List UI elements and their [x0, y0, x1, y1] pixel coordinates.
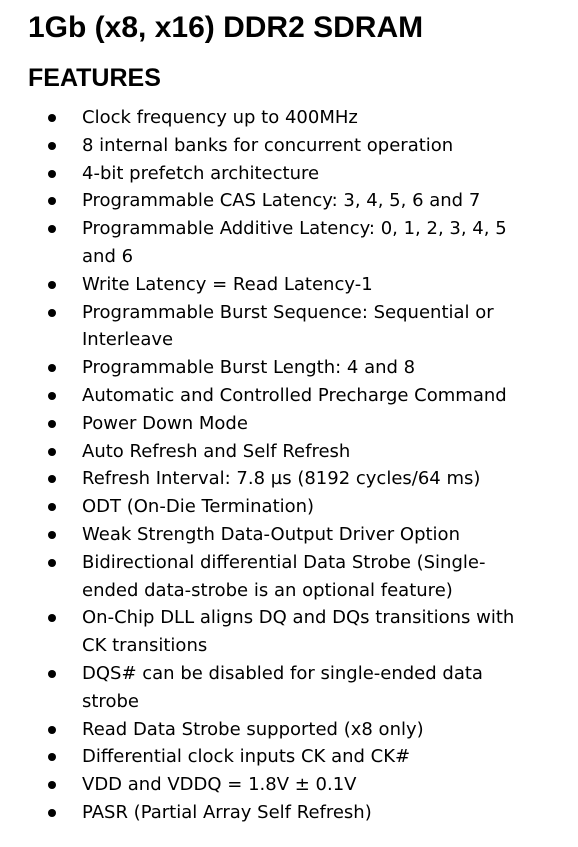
features-heading: FEATURES	[28, 64, 161, 92]
feature-text: 4-bit prefetch architecture	[82, 162, 320, 184]
bullet-icon	[48, 225, 56, 233]
feature-item	[0, 549, 578, 605]
feature-item	[0, 493, 578, 521]
feature-text: DQS# can be disabled for single-ended data strobe	[82, 662, 483, 712]
feature-text: Refresh Interval: 7.8 µs (8192 cycles/64 ms)	[82, 468, 481, 490]
feature-text: Programmable CAS Latency: 3, 4, 5, 6 and 7	[82, 190, 481, 212]
bullet-icon	[48, 114, 56, 122]
feature-text: Programmable Burst Sequence: Sequential or Interleave	[82, 301, 494, 351]
bullet-icon	[48, 503, 56, 511]
feature-text: Auto Refresh and Self Refresh	[82, 440, 351, 462]
feature-item	[0, 271, 578, 299]
bullet-icon	[48, 170, 56, 178]
feature-text: Programmable Burst Length: 4 and 8	[82, 357, 416, 379]
feature-text: Automatic and Controlled Precharge Command	[82, 384, 507, 406]
feature-item	[0, 132, 578, 160]
bullet-icon	[48, 197, 56, 205]
bullet-icon	[48, 809, 56, 817]
bullet-icon	[48, 448, 56, 456]
feature-text: Clock frequency up to 400MHz	[82, 107, 358, 128]
feature-text: On-Chip DLL aligns DQ and DQs transitions with CK transitions	[82, 607, 515, 657]
bullet-icon	[48, 559, 56, 567]
feature-item	[0, 521, 578, 549]
feature-item	[0, 660, 578, 716]
feature-text: PASR (Partial Array Self Refresh)	[82, 801, 372, 823]
feature-item	[0, 215, 578, 271]
bullet-icon	[48, 281, 56, 289]
bullet-icon	[48, 364, 56, 372]
bullet-icon	[48, 670, 56, 678]
document-title: 1Gb (x8, x16) DDR2 SDRAM	[28, 11, 424, 44]
bullet-icon	[48, 142, 56, 150]
feature-item	[0, 438, 578, 466]
feature-text: Write Latency = Read Latency-1	[82, 273, 373, 295]
bullet-icon	[48, 753, 56, 761]
bullet-icon	[48, 392, 56, 400]
feature-text: Programmable Additive Latency: 0, 1, 2, 3, 4, 5 and 6	[82, 218, 507, 267]
bullet-icon	[48, 531, 56, 539]
feature-item	[0, 799, 578, 827]
bullet-icon	[48, 309, 56, 317]
feature-item	[0, 382, 578, 410]
feature-text: Weak Strength Data-Output Driver Option	[82, 523, 460, 545]
feature-text: Read Data Strobe supported (x8 only)	[82, 718, 424, 740]
feature-item	[0, 410, 578, 438]
bullet-icon	[48, 726, 56, 734]
feature-text: Power Down Mode	[82, 412, 248, 434]
bullet-icon	[48, 420, 56, 428]
feature-item	[0, 104, 578, 132]
feature-item	[0, 160, 578, 188]
feature-text: ODT (On-Die Termination)	[82, 496, 315, 518]
bullet-icon	[48, 475, 56, 483]
feature-item	[0, 771, 578, 799]
feature-text: VDD and VDDQ = 1.8V ± 0.1V	[82, 774, 357, 796]
bullet-icon	[48, 781, 56, 789]
feature-item	[0, 354, 578, 382]
feature-item	[0, 187, 578, 215]
feature-text: 8 internal banks for concurrent operation	[82, 134, 454, 156]
bullet-icon	[48, 614, 56, 622]
feature-item	[0, 743, 578, 771]
features-list	[0, 104, 578, 827]
feature-text: Bidirectional differential Data Strobe (Single-ended data-strobe is an optional feature)	[82, 551, 486, 601]
feature-text: Differential clock inputs CK and CK#	[82, 746, 411, 768]
feature-item	[0, 299, 578, 355]
feature-item	[0, 465, 578, 493]
feature-item	[0, 716, 578, 744]
feature-item	[0, 604, 578, 660]
